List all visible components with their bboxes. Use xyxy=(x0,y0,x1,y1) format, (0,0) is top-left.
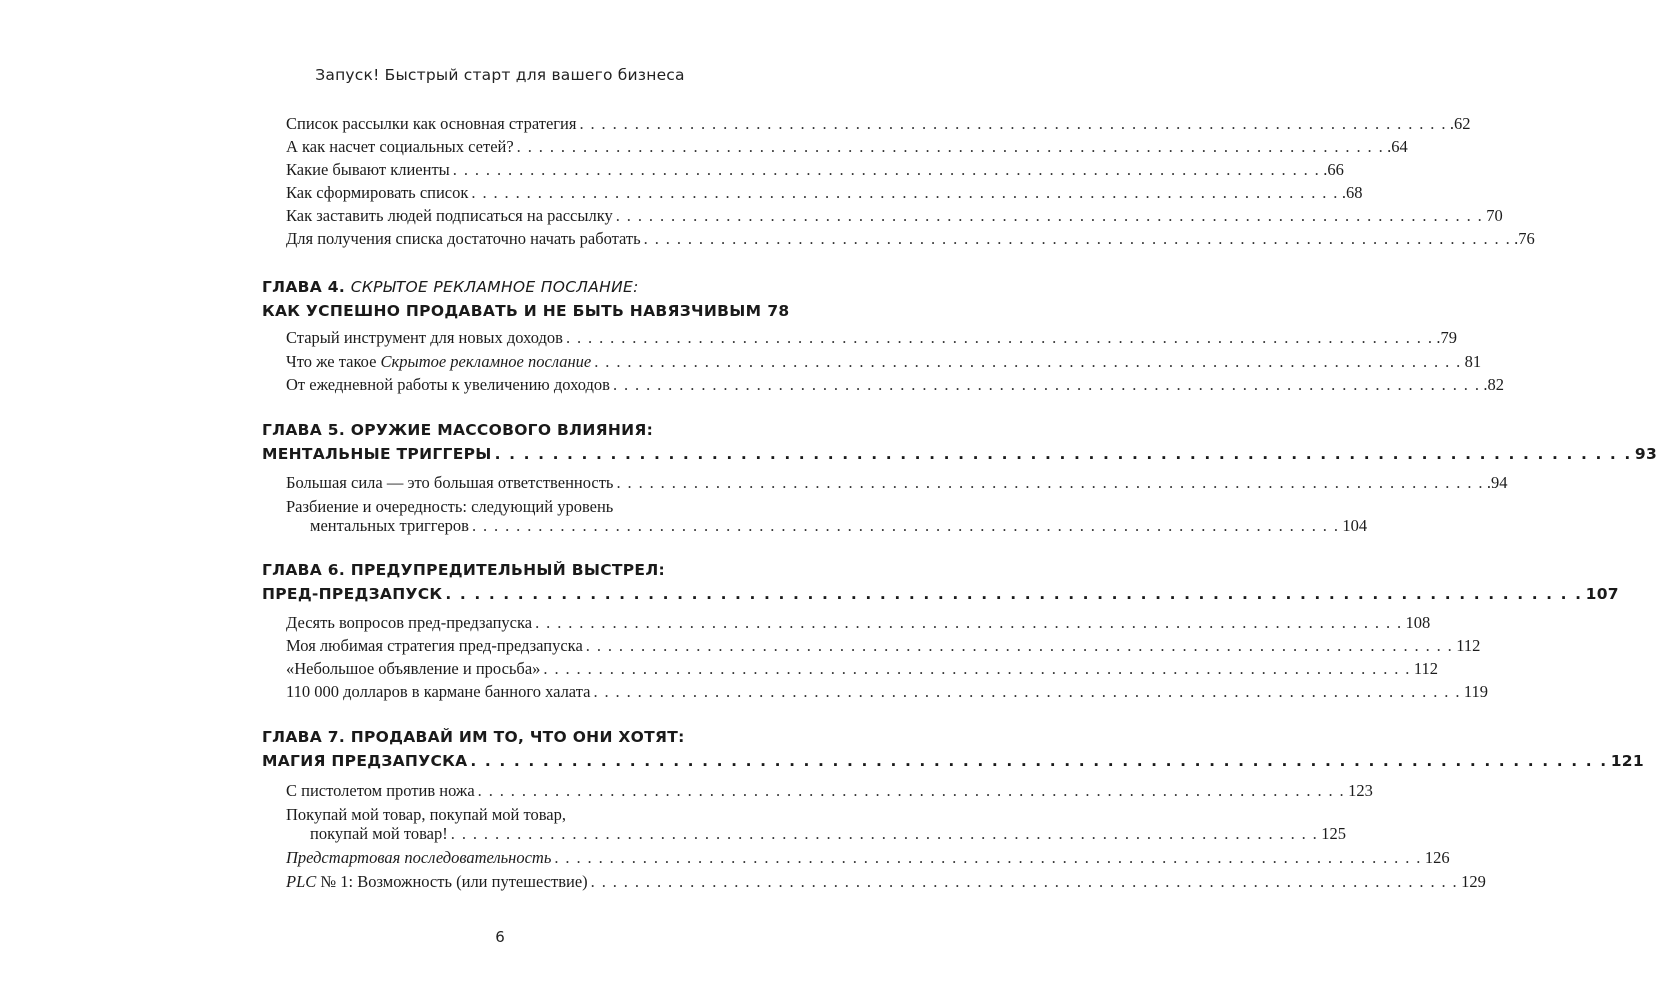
toc-entry[interactable] xyxy=(262,351,1482,373)
dot-leader: . . . . . . . . . . . . . . . . . . . . . . . . . . . . . . . . . . . . . . . . . . . . . . . . . . . . . . . . . . . . . . . . . . . . . . . . . . . . . . . xyxy=(615,206,1484,225)
chapter-label: ГЛАВА 4. xyxy=(262,278,351,296)
toc-entry-title: Какие бывают клиенты xyxy=(286,160,450,179)
toc-entry-title: Как сформировать список xyxy=(286,183,469,202)
toc-entry-title: Что же такое Скрытое рекламное послание xyxy=(286,352,592,371)
chapter-title: ГЛАВА 6. ПРЕДУПРЕДИТЕЛЬНЫЙ ВЫСТРЕЛ: xyxy=(262,561,665,579)
toc-entry[interactable] xyxy=(262,136,1408,158)
dot-leader: . . . . . . . . . . . . . . . . . . . . . . . . . . . . . . . . . . . . . . . . . . . . . . . . . . . . . . . . . . . . . . . . . . . . . . . . . . . . . . . xyxy=(565,328,1434,347)
toc-entry[interactable] xyxy=(262,612,1431,634)
toc-entry[interactable] xyxy=(262,871,1486,893)
dot-leader: . . . . . . . . . . . . . . . . . . . . . . . . . . . . . . . . . . . . . . . . . . . . . . . . . . . . . . . . . . . . . . . . . . . . . . . . . . . . . . . xyxy=(477,781,1346,800)
toc-entry-page: 112 xyxy=(1456,636,1481,655)
chapter-4-heading[interactable] xyxy=(262,275,742,299)
dot-leader: . . . . . . . . . . . . . . . . . . . . . . . . . . . . . . . . . . . . . . . . . . . . . . . . . . . . . . . . . . . . . . . . . . . . . . . . . . . . . . . xyxy=(516,137,1385,156)
toc-entry-page: 119 xyxy=(1463,682,1489,701)
toc-entry-page: 125 xyxy=(1321,824,1346,843)
toc-entry-title: От ежедневной работы к увеличению доходов xyxy=(286,375,610,394)
chapter-6-heading-line2[interactable] xyxy=(262,582,1619,606)
toc-entry-title: 110 000 долларов в кармане банного халата xyxy=(286,682,591,701)
toc-entry-title: Большая сила — это большая ответственность xyxy=(286,473,614,492)
toc-entry[interactable] xyxy=(262,228,1535,250)
toc-entry[interactable] xyxy=(262,374,1504,396)
toc-entry[interactable] xyxy=(262,113,1471,135)
toc-entry-page: .79 xyxy=(1436,328,1458,347)
dot-leader: . . . . . . . . . . . . . . . . . . . . . . . . . . . . . . . . . . . . . . . . . . . . . . . . . . . . . . . . . . . . . . . . . . . . . . . . . . . . . . . xyxy=(450,824,1319,843)
toc-entry-page: .68 xyxy=(1341,183,1363,202)
dot-leader: . . . . . . . . . . . . . . . . . . . . . . . . . . . . . . . . . . . . . . . . . . . . . . . . . . . . . . . . . . . . . . . . . . . . . . . . . . . . . . . xyxy=(616,473,1484,492)
toc-entry-title: Предстартовая последовательность xyxy=(286,848,552,867)
toc-entry-title: Для получения списка достаточно начать работать xyxy=(286,229,641,248)
chapter-7-heading[interactable] xyxy=(262,725,742,749)
toc-entry-page: 123 xyxy=(1348,781,1373,800)
toc-entry-page: 108 xyxy=(1405,613,1431,632)
toc-entry[interactable] xyxy=(262,205,1503,227)
dot-leader: . . . . . . . . . . . . . . . . . . . . . . . . . . . . . . . . . . . . . . . . . . . . . . . . . . . . . . . . . . . . . . . . . . . . . . . . . . . . . . . xyxy=(543,659,1411,678)
toc-entry[interactable] xyxy=(262,823,1346,845)
toc-entry-page: 70 xyxy=(1486,206,1503,225)
toc-entry-page: 112 xyxy=(1413,659,1438,678)
chapter-page: 107 xyxy=(1585,585,1619,603)
chapter-title: КАК УСПЕШНО ПРОДАВАТЬ И НЕ БЫТЬ НАВЯЗЧИВЫМ xyxy=(262,302,762,320)
chapter-title: ГЛАВА 7. ПРОДАВАЙ ИМ ТО, ЧТО ОНИ ХОТЯТ: xyxy=(262,728,685,746)
chapter-5-heading-line2[interactable] xyxy=(262,442,1657,466)
toc-entry[interactable] xyxy=(262,327,1458,349)
toc-entry-page: .62 xyxy=(1449,114,1471,133)
chapter-title: МЕНТАЛЬНЫЕ ТРИГГЕРЫ xyxy=(262,445,492,463)
toc-entry-title: Как заставить людей подписаться на рассылку xyxy=(286,206,613,225)
toc-entry[interactable] xyxy=(262,635,1481,657)
dot-leader: . . . . . . . . . . . . . . . . . . . . . . . . . . . . . . . . . . . . . . . . . . . . . . . . . . . . . . . . . . . . . . . . . . . . . . . . . . . . . . . xyxy=(470,752,1608,770)
toc-entry-page: 126 xyxy=(1424,848,1450,867)
dot-leader: . . . . . . . . . . . . . . . . . . . . . . . . . . . . . . . . . . . . . . . . . . . . . . . . . . . . . . . . . . . . . . . . . . . . . . . . . . . . . . . xyxy=(585,636,1454,655)
toc-entry-page: 104 xyxy=(1342,516,1368,535)
chapter-5-heading[interactable] xyxy=(262,418,742,442)
chapter-7-heading-line2[interactable] xyxy=(262,749,1644,773)
chapter-6-heading[interactable] xyxy=(262,558,742,582)
toc-entry-page: 129 xyxy=(1461,872,1486,891)
dot-leader: . . . . . . . . . . . . . . . . . . . . . . . . . . . . . . . . . . . . . . . . . . . . . . . . . . . . . . . . . . . . . . . . . . . . . . . . . . . . . . . xyxy=(579,114,1447,133)
toc-entry-title: Список рассылки как основная стратегия xyxy=(286,114,577,133)
toc-entry-page: 81 xyxy=(1464,352,1482,371)
dot-leader: . . . . . . . . . . . . . . . . . . . . . . . . . . . . . . . . . . . . . . . . . . . . . . . . . . . . . . . . . . . . . . . . . . . . . . . . . . . . . . . xyxy=(494,445,1632,463)
toc-entry-title: Разбиение и очередность: следующий уровень xyxy=(286,497,614,516)
chapter-4-heading-line2[interactable] xyxy=(262,299,790,323)
dot-leader: . . . . . . . . . . . . . . . . . . . . . . . . . . . . . . . . . . . . . . . . . . . . . . . . . . . . . . . . . . . . . . . . . . . . . . . . . . . . . . . xyxy=(593,682,1461,701)
dot-leader: . . . . . . . . . . . . . . . . . . . . . . . . . . . . . . . . . . . . . . . . . . . . . . . . . . . . . . . . . . . . . . . . . . . . . . . . . . . . . . . xyxy=(445,585,1583,603)
chapter-title: ПРЕД-ПРЕДЗАПУСК xyxy=(262,585,443,603)
running-head: Запуск! Быстрый старт для вашего бизнеса xyxy=(315,66,685,84)
dot-leader: . . . . . . . . . . . . . . . . . . . . . . . . . . . . . . . . . . . . . . . . . . . . . . . . . . . . . . . . . . . . . . . . . . . . . . . . . . . . . . . xyxy=(471,516,1340,535)
toc-entry[interactable] xyxy=(262,658,1438,680)
toc-entry-page: .64 xyxy=(1387,137,1408,156)
toc-entry-page: .66 xyxy=(1323,160,1344,179)
toc-entry-title: Старый инструмент для новых доходов xyxy=(286,328,563,347)
toc-entry[interactable] xyxy=(262,182,1363,204)
toc-entry-page: .82 xyxy=(1483,375,1504,394)
toc-entry[interactable] xyxy=(262,472,1508,494)
toc-entry-title-cont: ментальных триггеров xyxy=(310,516,469,535)
dot-leader: . . . . . . . . . . . . . . . . . . . . . . . . . . . . . . . . . . . . . . . . . . . . . . . . . . . . . . . . . . . . . . . . . . . . . . . . . . . . . . . xyxy=(643,229,1512,248)
chapter-title: ГЛАВА 5. ОРУЖИЕ МАССОВОГО ВЛИЯНИЯ: xyxy=(262,421,654,439)
toc-entry-title: «Небольшое объявление и просьба» xyxy=(286,659,541,678)
toc-entry[interactable] xyxy=(262,159,1344,181)
chapter-page: 121 xyxy=(1610,752,1644,770)
toc-entry[interactable] xyxy=(262,515,1368,537)
dot-leader: . . . . . . . . . . . . . . . . . . . . . . . . . . . . . . . . . . . . . . . . . . . . . . . . . . . . . . . . . . . . . . . . . . . . . . . . . . . . . . . xyxy=(590,872,1459,891)
toc-entry-title: Моя любимая стратегия пред-предзапуска xyxy=(286,636,583,655)
toc-entry[interactable] xyxy=(262,847,1450,869)
dot-leader: . . . . . . . . . . . . . . . . . . . . . . . . . . . . . . . . . . . . . . . . . . . . . . . . . . . . . . . . . . . . . . . . . . . . . . . . . . . . . . . xyxy=(612,375,1481,394)
toc-entry[interactable] xyxy=(262,681,1489,703)
page-number: 6 xyxy=(495,928,505,946)
chapter-page: 93 xyxy=(1634,445,1657,463)
toc-entry-page: .76 xyxy=(1514,229,1535,248)
toc-entry-title: Покупай мой товар, покупай мой товар, xyxy=(286,805,566,824)
dot-leader: . . . . . . . . . . . . . . . . . . . . . . . . . . . . . . . . . . . . . . . . . . . . . . . . . . . . . . . . . . . . . . . . . . . . . . . . . . . . . . . xyxy=(471,183,1339,202)
toc-entry-title: С пистолетом против ножа xyxy=(286,781,475,800)
toc-entry-page: .94 xyxy=(1486,473,1508,492)
chapter-subtitle: СКРЫТОЕ РЕКЛАМНОЕ ПОСЛАНИЕ: xyxy=(350,278,639,296)
dot-leader: . . . . . . . . . . . . . . . . . . . . . . . . . . . . . . . . . . . . . . . . . . . . . . . . . . . . . . . . . . . . . . . . . . . . . . . . . . . . . . . xyxy=(594,352,1462,371)
toc-entry-title: Десять вопросов пред-предзапуска xyxy=(286,613,533,632)
toc-entry[interactable] xyxy=(262,780,1373,802)
dot-leader: . . . . . . . . . . . . . . . . . . . . . . . . . . . . . . . . . . . . . . . . . . . . . . . . . . . . . . . . . . . . . . . . . . . . . . . . . . . . . . . xyxy=(554,848,1422,867)
toc-entry-title: А как насчет социальных сетей? xyxy=(286,137,514,156)
chapter-page: 78 xyxy=(767,302,790,320)
toc-entry-title-cont: покупай мой товар! xyxy=(310,824,448,843)
dot-leader: . . . . . . . . . . . . . . . . . . . . . . . . . . . . . . . . . . . . . . . . . . . . . . . . . . . . . . . . . . . . . . . . . . . . . . . . . . . . . . . xyxy=(535,613,1403,632)
toc-entry-title: PLC № 1: Возможность (или путешествие) xyxy=(286,872,588,891)
chapter-title: МАГИЯ ПРЕДЗАПУСКА xyxy=(262,752,468,770)
dot-leader: . . . . . . . . . . . . . . . . . . . . . . . . . . . . . . . . . . . . . . . . . . . . . . . . . . . . . . . . . . . . . . . . . . . . . . . . . . . . . . . xyxy=(452,160,1321,179)
